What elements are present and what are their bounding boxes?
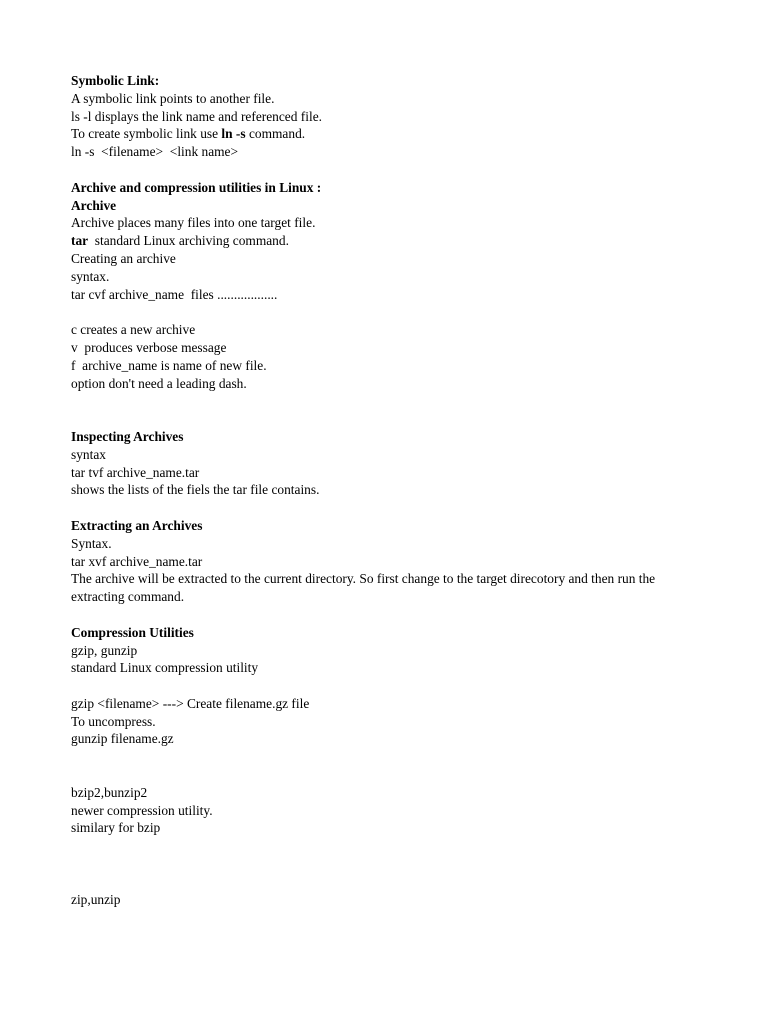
inspect-line-3: shows the lists of the fiels the tar file contains. <box>71 482 320 498</box>
tar-bold: tar <box>71 233 89 249</box>
spacer <box>71 392 711 410</box>
compression-line-4: To uncompress. <box>71 713 156 729</box>
archive-option-v: v produces verbose message <box>71 339 227 355</box>
inspect-line-1: syntax <box>71 446 106 462</box>
spacer <box>71 873 711 891</box>
compression-line-1: gzip, gunzip <box>71 642 138 658</box>
archive-tar-line <box>71 232 711 250</box>
compression-line-5: gunzip filename.gz <box>71 731 174 747</box>
spacer <box>71 410 711 428</box>
extract-line-1: Syntax. <box>71 535 112 551</box>
archive-option-note: option don't need a leading dash. <box>71 375 247 391</box>
extract-line-2: tar xvf archive_name.tar <box>71 553 203 569</box>
spacer <box>71 499 711 517</box>
spacer <box>71 837 711 855</box>
symlink-line-4: ln -s <filename> <link name> <box>71 144 239 160</box>
spacer <box>71 161 711 179</box>
extract-line-3: The archive will be extracted to the current directory. So first change to the target direcotory and then run the extracting command. <box>71 571 656 605</box>
compression-line-2: standard Linux compression utility <box>71 660 259 676</box>
spacer <box>71 855 711 873</box>
extract-heading: Extracting an Archives <box>71 517 203 533</box>
archive-line-5: tar cvf archive_name files .................. <box>71 286 278 302</box>
spacer <box>71 766 711 784</box>
archive-line-1: Archive places many files into one target file. <box>71 215 316 231</box>
spacer <box>71 677 711 695</box>
archive-option-f: f archive_name is name of new file. <box>71 357 267 373</box>
symlink-heading: Symbolic Link: <box>71 73 160 88</box>
document-body <box>71 72 711 908</box>
archive-line-4: syntax. <box>71 268 110 284</box>
bzip-line-1: bzip2,bunzip2 <box>71 784 148 800</box>
spacer <box>71 606 711 624</box>
symlink-line-1: A symbolic link points to another file. <box>71 90 275 106</box>
symlink-command-bold: ln -s <box>221 126 246 142</box>
spacer <box>71 748 711 766</box>
symlink-line-3-post: command. <box>245 126 306 142</box>
inspect-heading: Inspecting Archives <box>71 428 184 444</box>
bzip-line-2: newer compression utility. <box>71 802 213 818</box>
inspect-line-2: tar tvf archive_name.tar <box>71 464 200 480</box>
zip-line: zip,unzip <box>71 891 121 907</box>
symlink-line-3 <box>71 125 711 143</box>
archive-line-3: Creating an archive <box>71 250 176 266</box>
compression-line-3: gzip <filename> ---> Create filename.gz file <box>71 695 310 711</box>
archive-heading: Archive and compression utilities in Linux : <box>71 179 322 195</box>
symlink-line-2: ls -l displays the link name and referenced file. <box>71 108 322 124</box>
compression-heading: Compression Utilities <box>71 624 194 640</box>
archive-option-c: c creates a new archive <box>71 322 196 338</box>
spacer <box>71 303 711 321</box>
symlink-line-3-pre: To create symbolic link use <box>71 126 222 142</box>
bzip-line-3: similary for bzip <box>71 820 161 836</box>
tar-desc: standard Linux archiving command. <box>88 233 289 249</box>
archive-subheading: Archive <box>71 197 117 213</box>
